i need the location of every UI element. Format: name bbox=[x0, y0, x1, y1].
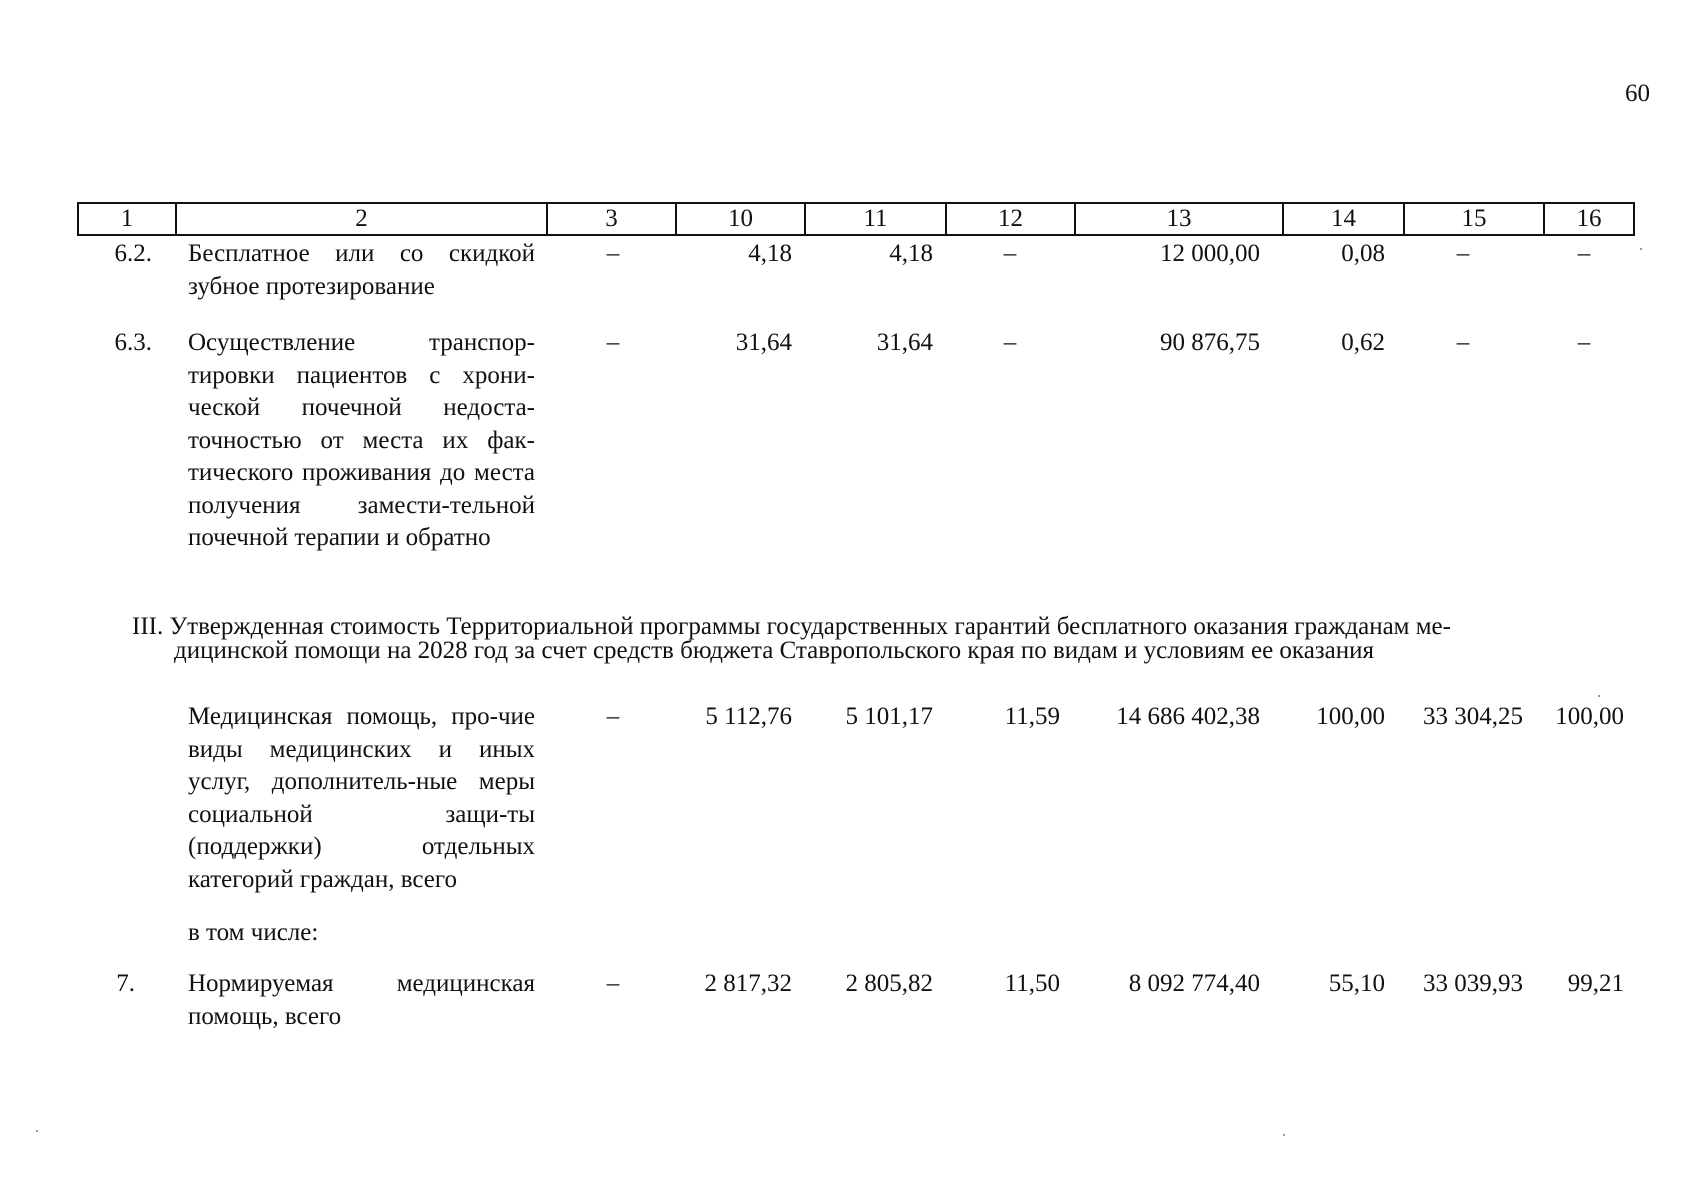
row-number: 7. bbox=[116, 970, 135, 997]
cell-col-10: 2 817,32 bbox=[704, 970, 792, 997]
column-header-16: 16 bbox=[1544, 203, 1634, 235]
cell-col-15: – bbox=[1456, 240, 1470, 267]
cell-col-16: 100,00 bbox=[1555, 703, 1624, 730]
cell-col-12: 11,59 bbox=[1004, 703, 1060, 730]
cell-col-3: – bbox=[606, 240, 620, 267]
section-heading-line-1: III. Утвержденная стоимость Территориальной программы государственных гарантий бесплатного оказания гражданам ме- bbox=[132, 613, 1451, 640]
cell-col-11: 2 805,82 bbox=[845, 970, 933, 997]
scan-speck bbox=[36, 1130, 38, 1132]
cell-col-10: 5 112,76 bbox=[705, 703, 792, 730]
cell-col-15: 33 304,25 bbox=[1423, 703, 1523, 730]
cell-col-13: 12 000,00 bbox=[1160, 240, 1260, 267]
cell-col-11: 31,64 bbox=[876, 329, 933, 356]
column-header-13: 13 bbox=[1075, 203, 1283, 235]
cell-col-14: 0,62 bbox=[1341, 329, 1385, 356]
column-header-15: 15 bbox=[1404, 203, 1544, 235]
cell-col-16: – bbox=[1577, 329, 1591, 356]
row-description: Бесплатное или со скидкой зубное протезирование bbox=[188, 240, 535, 300]
cell-col-15: 33 039,93 bbox=[1423, 970, 1523, 997]
scan-speck bbox=[1598, 695, 1600, 697]
row-number: 6.3. bbox=[114, 329, 152, 356]
cell-col-3: – bbox=[606, 703, 620, 730]
cell-col-12: – bbox=[1003, 329, 1017, 356]
column-header-1: 1 bbox=[78, 203, 176, 235]
cell-col-12: – bbox=[1003, 240, 1017, 267]
row-number: 6.2. bbox=[114, 240, 152, 267]
cell-col-10: 31,64 bbox=[735, 329, 792, 356]
in-that-number-label: в том числе: bbox=[188, 919, 319, 946]
cell-col-11: 4,18 bbox=[889, 240, 933, 267]
cell-col-13: 90 876,75 bbox=[1160, 329, 1260, 356]
cell-col-16: 99,21 bbox=[1567, 970, 1624, 997]
cell-col-11: 5 101,17 bbox=[845, 703, 933, 730]
cell-col-13: 8 092 774,40 bbox=[1128, 970, 1260, 997]
column-header-14: 14 bbox=[1283, 203, 1404, 235]
section-heading-line-2: дицинской помощи на 2028 год за счет средств бюджета Ставропольского края по видам и условиям ее оказания bbox=[174, 637, 1375, 664]
cell-col-14: 100,00 bbox=[1316, 703, 1385, 730]
scan-speck bbox=[1640, 248, 1642, 250]
column-number-header bbox=[77, 202, 1635, 236]
cell-col-12: 11,50 bbox=[1004, 970, 1060, 997]
column-header-2: 2 bbox=[176, 203, 547, 235]
page-number: 60 bbox=[1625, 80, 1650, 107]
row-description: Нормируемая медицинская помощь, всего bbox=[188, 970, 535, 1030]
cell-col-14: 0,08 bbox=[1341, 240, 1385, 267]
cell-col-3: – bbox=[606, 970, 620, 997]
column-header-3: 3 bbox=[547, 203, 676, 235]
scan-speck bbox=[1283, 1134, 1285, 1136]
row-description: Осуществление транспор-тировки пациентов с хрони-ческой почечной недоста-точностью от места их фак-тического проживания до места получения замести-тельной почечной терапии и обратно bbox=[188, 329, 535, 551]
cell-col-13: 14 686 402,38 bbox=[1116, 703, 1260, 730]
cell-col-14: 55,10 bbox=[1328, 970, 1385, 997]
column-header-12: 12 bbox=[946, 203, 1075, 235]
cell-col-15: – bbox=[1456, 329, 1470, 356]
section-heading bbox=[132, 615, 1632, 663]
cell-col-3: – bbox=[606, 329, 620, 356]
row-description: Медицинская помощь, про-чие виды медицинских и иных услуг, дополнитель-ные меры социальной защи-ты (поддержки) отдельных категорий граждан, всего bbox=[188, 703, 535, 893]
cell-col-16: – bbox=[1577, 240, 1591, 267]
column-header-10: 10 bbox=[676, 203, 805, 235]
cell-col-10: 4,18 bbox=[748, 240, 792, 267]
column-header-11: 11 bbox=[805, 203, 946, 235]
